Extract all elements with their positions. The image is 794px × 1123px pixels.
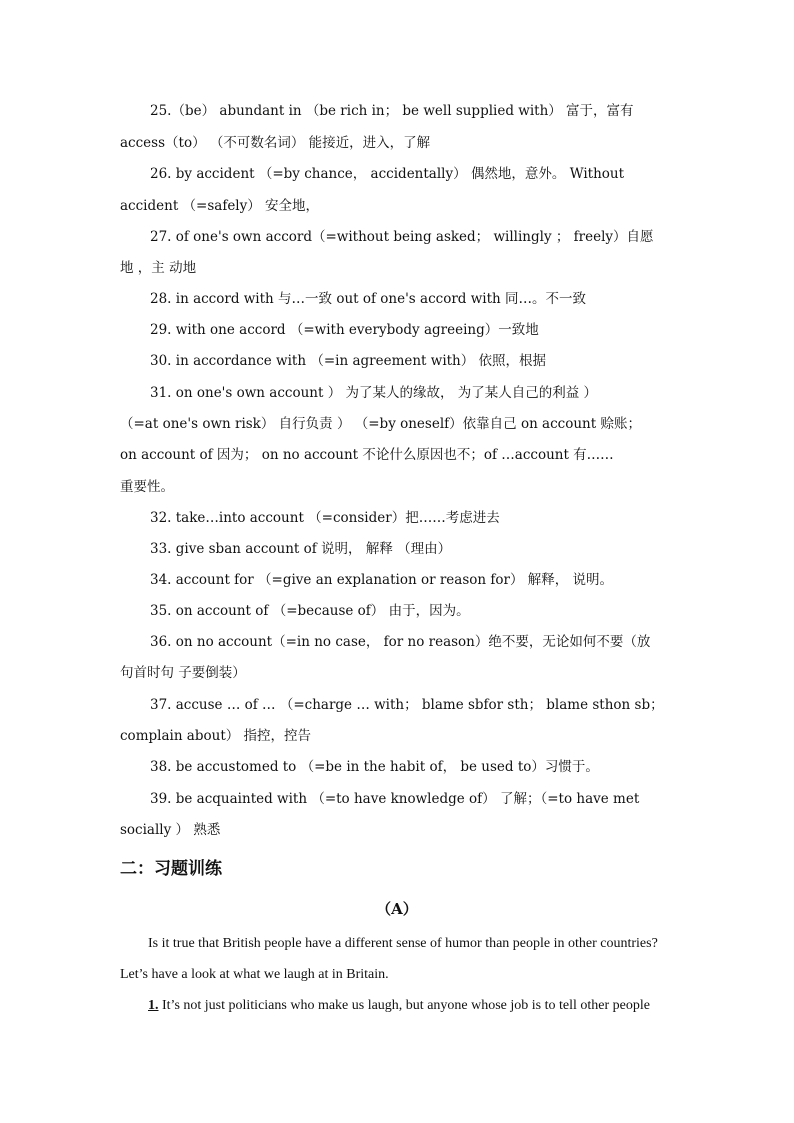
section-heading: 二：习题训练: [120, 859, 222, 879]
passage-paragraph-2-line-1: [148, 996, 650, 1016]
vocab-line-31: 31. on one's own account ） 为了某人的缘故， 为了某人自己的利益 ）: [150, 385, 598, 401]
vocab-line-27-cont: 地 ，主 动地: [120, 260, 197, 276]
vocab-line-37-cont: complain about） 指控，控告: [120, 728, 312, 744]
vocab-line-29: 29. with one accord （=with everybody agreeing）一致地: [150, 322, 539, 338]
vocab-line-39: 39. be acquainted with （=to have knowledge of） 了解；（=to have met: [150, 791, 640, 807]
vocab-line-36-cont: 句首时句 子要倒装）: [120, 665, 246, 681]
vocab-line-27: 27. of one's own accord（=without being asked； willingly ； freely）自愿: [150, 229, 654, 245]
vocab-line-38: 38. be accustomed to （=be in the habit of， be used to）习惯于。: [150, 759, 599, 775]
vocab-line-36: 36. on no account（=in no case， for no reason）绝不要，无论如何不要（放: [150, 634, 651, 650]
vocab-line-35: 35. on account of （=because of） 由于，因为。: [150, 603, 470, 619]
vocab-line-31-cont1: （=at one's own risk） 自行负责 ） （=by oneself）依靠自己 on account 赊账；: [120, 416, 641, 432]
question-blank-1[interactable]: 1.: [148, 998, 159, 1013]
vocab-line-39-cont: socially ） 熟悉: [120, 822, 221, 838]
passage-paragraph-2-text: It’s not just politicians who make us laugh, but anyone whose job is to tell other people: [158, 998, 650, 1013]
vocab-line-25-cont: access（to） （不可数名词） 能接近，进入，了解: [120, 135, 431, 151]
vocab-line-33: 33. give sban account of 说明， 解释 （理由）: [150, 541, 452, 557]
vocab-line-26-cont: accident （=safely） 安全地，: [120, 198, 320, 214]
vocab-line-32: 32. take…into account （=consider）把……考虑进去: [150, 510, 500, 526]
vocab-line-34: 34. account for （=give an explanation or reason for） 解释， 说明。: [150, 572, 614, 588]
passage-paragraph-1-line-1: Is it true that British people have a different sense of humor than people in other countries?: [148, 936, 658, 951]
vocab-line-28: 28. in accord with 与…一致 out of one's accord with 同…。不一致: [150, 291, 586, 307]
passage-paragraph-1-line-2: Let’s have a look at what we laugh at in Britain.: [120, 967, 389, 982]
vocab-line-30: 30. in accordance with （=in agreement with） 依照，根据: [150, 353, 547, 369]
sub-heading: （A）: [376, 900, 418, 918]
vocab-line-31-cont3: 重要性。: [120, 479, 174, 495]
vocab-line-26: 26. by accident （=by chance， accidentally） 偶然地，意外。 Without: [150, 166, 625, 182]
vocab-line-31-cont2: on account of 因为； on no account 不论什么原因也不；of …account 有……: [120, 447, 614, 463]
vocab-line-37: 37. accuse … of … （=charge … with； blame sbfor sth； blame sthon sb；: [150, 697, 664, 713]
vocab-line-25: 25.（be） abundant in （be rich in； be well supplied with） 富于，富有: [150, 103, 634, 119]
